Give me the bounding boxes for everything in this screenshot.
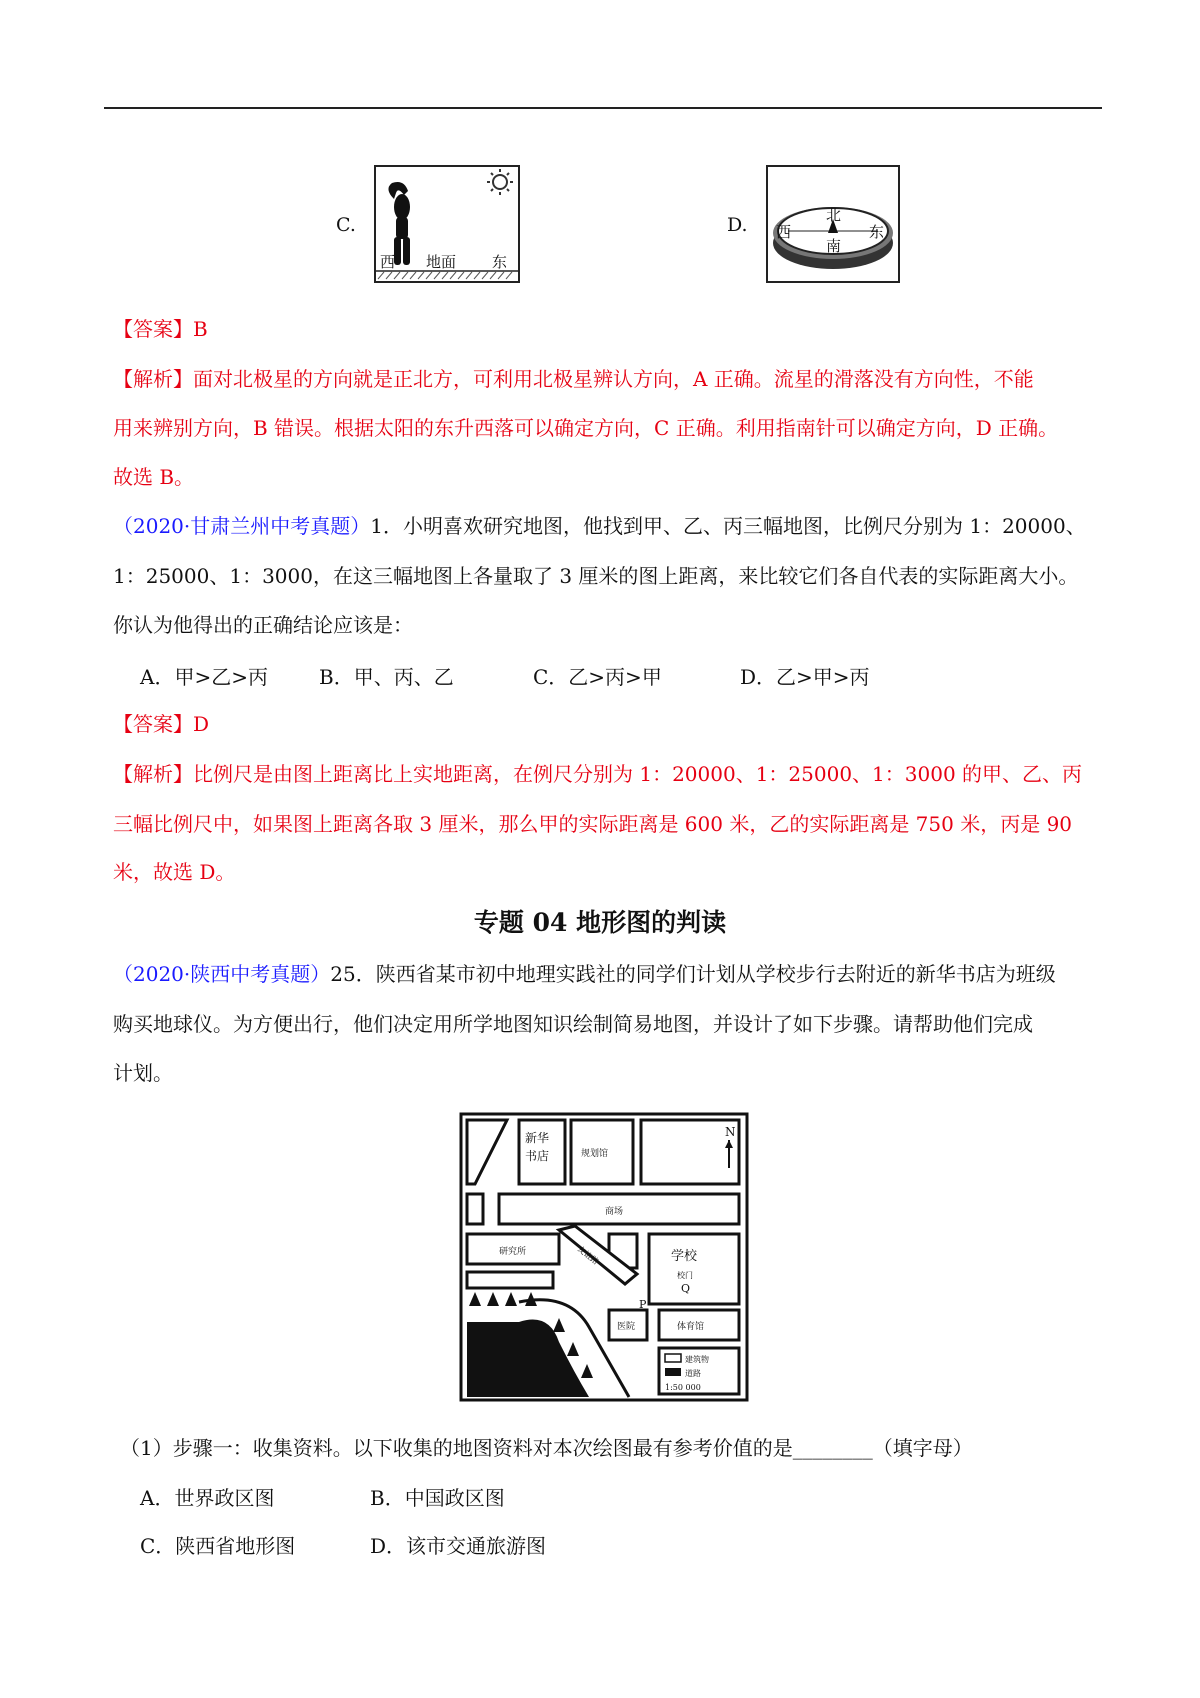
map-planning: 规划馆 — [581, 1149, 609, 1159]
q1-option-a: A．甲>乙>丙 — [140, 665, 268, 689]
analysis-tag: 【解析】 — [113, 762, 193, 786]
c-east-label: 东 — [492, 253, 508, 271]
legend-building-swatch — [665, 1354, 681, 1362]
map-hospital: 医院 — [617, 1322, 636, 1332]
q25-line-3: 计划。 — [113, 1061, 173, 1085]
q1-analysis-line-1: 【解析】比例尺是由图上距离比上实地距离，在例尺分别为 1：20000、1：25000、1：3000 的甲、乙、丙 — [113, 762, 1083, 786]
answer-tag: 【答案】 — [113, 317, 193, 341]
q1-analysis-line-3: 米，故选 D。 — [113, 860, 236, 884]
d-east-label: 东 — [869, 223, 885, 241]
answer-tag: 【答案】 — [113, 712, 193, 736]
q25-line-2: 购买地球仪。为方便出行，他们决定用所学地图知识绘制简易地图，并设计了如下步骤。请帮助他们完成 — [113, 1012, 1033, 1036]
map-gym: 体育馆 — [677, 1322, 705, 1332]
figure-d-label: D. — [727, 214, 748, 236]
q1-answer — [113, 710, 209, 738]
map-institute: 研究所 — [499, 1247, 527, 1257]
legend-road: 道路 — [685, 1369, 701, 1378]
legend-scale: 1:50 000 — [665, 1383, 701, 1392]
map-gate: 校门 — [677, 1271, 693, 1280]
d-north-label: 北 — [826, 206, 842, 224]
legend-road-swatch — [665, 1368, 681, 1376]
q1-analysis-line-2: 三幅比例尺中，如果图上距离各取 3 厘米，那么甲的实际距离是 600 米，乙的实际距离是 750 米，丙是 90 — [113, 812, 1073, 836]
prev-analysis-line-3: 故选 B。 — [113, 465, 195, 489]
figure-d-compass — [766, 165, 900, 283]
q1-line-1: （2020·甘肃兰州中考真题）1．小明喜欢研究地图，他找到甲、乙、丙三幅地图，比例尺分别为 1：20000、 — [113, 514, 1086, 538]
map-mall: 商场 — [605, 1207, 624, 1217]
map-road: 友谊路 — [575, 1244, 601, 1267]
q1-option-c: C．乙>丙>甲 — [533, 665, 662, 689]
answer-value: D — [193, 712, 210, 736]
svg-text:N: N — [725, 1125, 736, 1139]
answer-value: B — [193, 317, 208, 341]
legend-building: 建筑物 — [685, 1355, 709, 1364]
map-point-p: P — [639, 1298, 647, 1311]
q25-option-c: C．陕西省地形图 — [140, 1534, 296, 1558]
d-west-label: 西 — [776, 223, 792, 241]
q25-option-d: D．该市交通旅游图 — [370, 1534, 547, 1558]
q1-source: （2020·甘肃兰州中考真题） — [113, 514, 371, 538]
section-title: 专题 04 地形图的判读 — [473, 908, 727, 937]
c-ground-label: 地面 — [426, 253, 457, 271]
map-bookstore-2: 书店 — [525, 1149, 550, 1163]
c-west-label: 西 — [380, 253, 396, 271]
d-south-label: 南 — [826, 237, 842, 255]
map-point-q: Q — [681, 1282, 691, 1295]
q1-option-b: B．甲、丙、乙 — [319, 665, 454, 689]
q25-source: （2020·陕西中考真题） — [113, 962, 331, 986]
header-rule — [104, 107, 1102, 109]
block-strip-left — [467, 1272, 553, 1288]
q1-line-3: 你认为他得出的正确结论应该是： — [113, 613, 413, 637]
q25-step1: （1）步骤一：收集资料。以下收集的地图资料对本次绘图最有参考价值的是________（填字母） — [120, 1436, 973, 1460]
q1-line-2: 1：25000、1：3000，在这三幅地图上各量取了 3 厘米的图上距离，来比较它们各自代表的实际距离大小。 — [113, 564, 1079, 588]
map-school: 学校 — [671, 1249, 698, 1264]
prev-analysis-line-2: 用来辨别方向，B 错误。根据太阳的东升西落可以确定方向，C 正确。利用指南针可以确定方向，D 正确。 — [113, 416, 1059, 440]
q1-option-d: D．乙>甲>丙 — [740, 665, 870, 689]
prev-analysis-line-1: 【解析】面对北极星的方向就是正北方，可利用北极星辨认方向，A 正确。流星的滑落没有方向性，不能 — [113, 367, 1034, 391]
block-school — [649, 1234, 739, 1304]
prev-answer — [113, 315, 208, 343]
q25-line-1: （2020·陕西中考真题）25．陕西省某市初中地理实践社的同学们计划从学校步行去附近的新华书店为班级 — [113, 962, 1056, 986]
figure-c-sun-person — [374, 165, 520, 283]
figure-c-label: C. — [336, 214, 356, 236]
map-bookstore-1: 新华 — [525, 1131, 550, 1145]
q25-option-b: B．中国政区图 — [370, 1486, 505, 1510]
q25-option-a: A．世界政区图 — [140, 1486, 275, 1510]
simple-city-map — [459, 1112, 749, 1402]
analysis-tag: 【解析】 — [113, 367, 193, 391]
block-west-small — [467, 1194, 483, 1224]
